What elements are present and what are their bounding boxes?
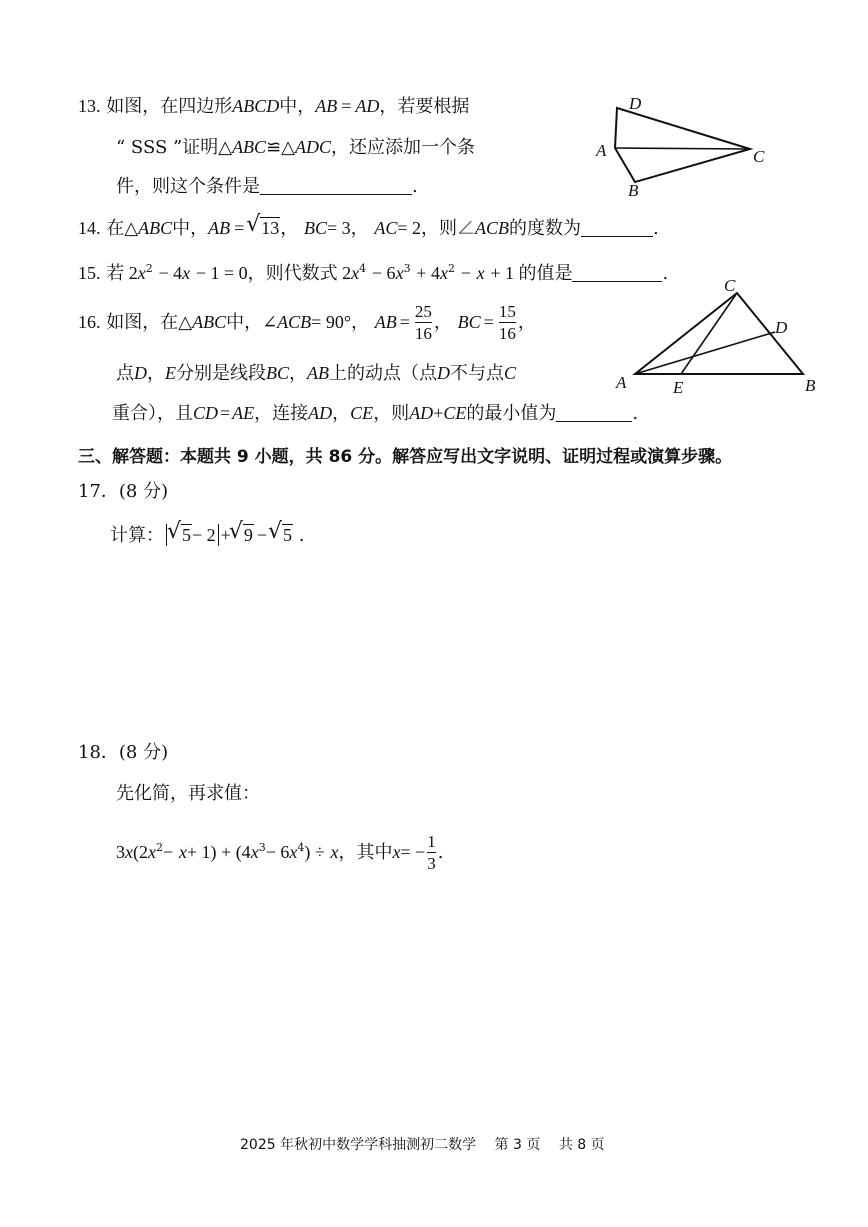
figure-13-quadrilateral [590,90,780,200]
q17-expression: 计算：√ 5− 2 +√ 9 −√ 5 . [110,524,304,547]
fig13-label-c: C [753,147,765,166]
q18-header: 18．(8 分) [78,742,169,763]
fig16-label-a: A [616,373,627,392]
quadrilateral-abcd [615,108,750,182]
q18-expression: $3x(2x^2- x+ 1) + (4x^3- 6x^4) \div x$，其中x= − $\frac{1}{3}$ . [116,832,444,873]
q17-header: 17．(8 分) [78,481,169,502]
q13-line1: 13. 如图，在四边形ABCD中，AB = AD，若要根据 [78,96,470,117]
q15-line: 15. 若 $2x^2 - 4x - 1 = 0$，则代数式 $2x^4 - 6x^3 + 4x^2 - x + 1$ 的值是 . [78,262,669,284]
answer-blank-14 [581,220,653,237]
answer-blank-13 [260,178,412,195]
q16-line3: 重合），且CD = AE，连接AD，CE，则AD+CE的最小值为 . [112,403,639,424]
q14-line: 14. 在△ABC中，AB =√ 13， BC= 3， AC= 2，则∠ACB的度数为 . [78,217,659,240]
fig16-label-e: E [673,378,684,397]
q13-line3: 件，则这个条件是 . [116,176,418,197]
fig16-label-b: B [805,376,816,395]
q13-line2: “ SSS ”证明△ABC≌△ADC，还应添加一个条 [116,137,475,158]
fig13-label-a: A [596,141,607,160]
fig16-label-c: C [724,276,736,295]
fig13-label-b: B [628,181,639,200]
q16-line1: 16. 如图，在△ABC中，∠ACB= 90°， AB = $\frac{25}{16}$ ， BC = $\frac{15}{16}$ ， [78,302,536,343]
fig13-label-d: D [629,94,642,113]
page-footer: 2025 年秋初中数学学科抽测初二数学 第 3 页 共 8 页 [240,1137,605,1153]
diagonal-ac [615,148,750,149]
q18-instruction: 先化简，再求值： [116,783,260,804]
sqrt-13: √ 13 [250,217,280,240]
fraction-15-16: $\frac{15}{16}$ [498,302,516,343]
segment-ce [681,293,737,374]
q16-line2: 点D，E分别是线段BC，AB上的动点（点D不与点C [116,363,517,384]
answer-blank-16 [556,405,632,422]
fig16-label-d: D [775,318,788,337]
section-3-title: 三、解答题：本题共 9 小题，共 86 分。解答应写出文字说明、证明过程或演算步骤。 [78,447,733,467]
fraction-25-16: $\frac{25}{16}$ [414,302,432,343]
fraction-1-3: $\frac{1}{3}$ [427,832,436,873]
